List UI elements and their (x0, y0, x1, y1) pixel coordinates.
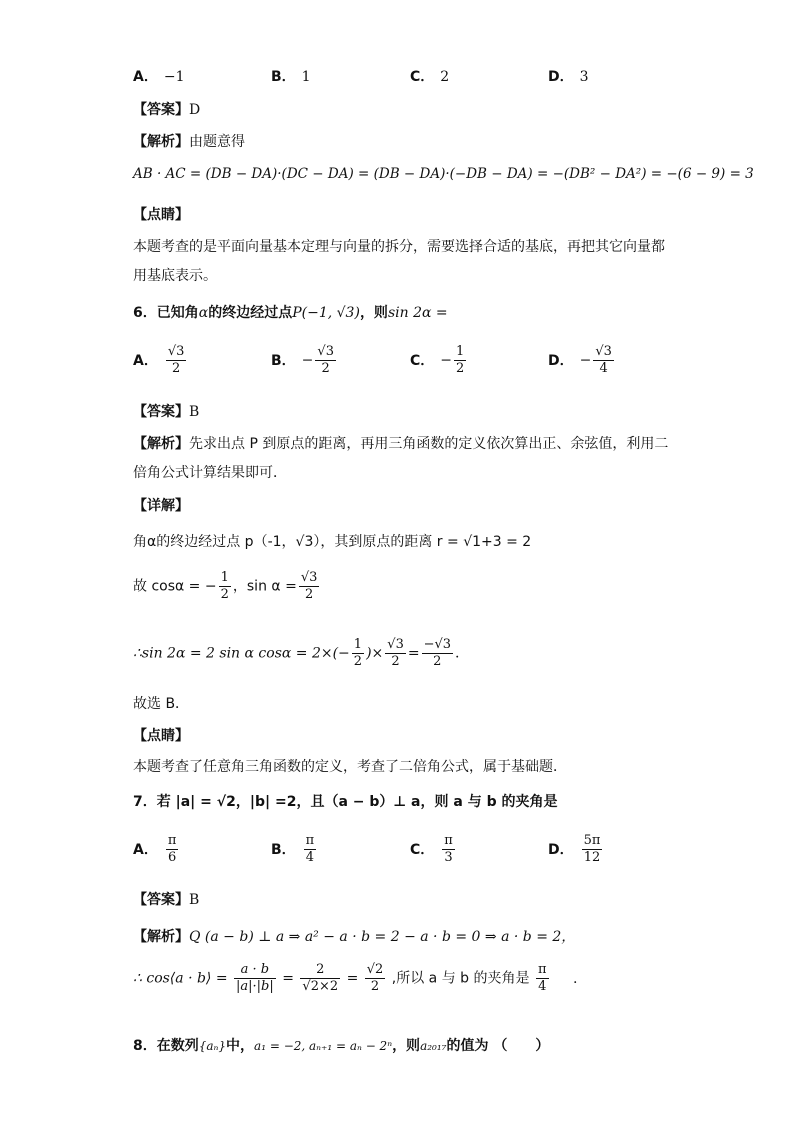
q7-option-c: C． $\frac{\pi}{3}$ (410, 833, 453, 865)
q6-option-b: B． − $\frac{√3}{2}$ (271, 344, 334, 376)
q6-detail-line2: 故 cosα = − $\frac{1}{2}$ ，sin α = $\frac{√3}{2}$ (133, 570, 318, 602)
q6-detail-label: 【详解】 (133, 498, 189, 514)
q5-comment-line2: 用基底表示。 (133, 268, 217, 284)
q5-option-c: C． 2 (410, 69, 450, 85)
q8-stem: 8．在数列{aₙ}中，a₁ = −2, aₙ₊₁ = aₙ − 2ⁿ，则a₂₀₁₇的值为 （ ） (133, 1038, 550, 1054)
q6-detail-line3: ∴sin 2α = 2 sin α cosα = 2×(− $\frac{1}{2}$ )× $\frac{√3}{2}$ = $\frac{-√3}{2}$ . (133, 637, 460, 669)
q7-stem: 7．若 |a| = √2，|b| =2，且（a − b）⊥ a，则 a 与 b 的夹角是 (133, 794, 558, 810)
q7-option-d: D． $\frac{5\pi}{12}$ (548, 833, 601, 865)
q7-option-b: B． $\frac{\pi}{4}$ (271, 833, 315, 865)
q5-option-d: D． 3 (548, 69, 589, 85)
q6-option-a: A． $\frac{√3}{2}$ (133, 344, 185, 376)
q5-comment-label: 【点睛】 (133, 207, 189, 223)
q6-comment: 本题考查了任意角三角函数的定义，考查了二倍角公式，属于基础题． (133, 759, 567, 775)
q7-option-a: A． $\frac{\pi}{6}$ (133, 833, 177, 865)
q5-option-b: B． 1 (271, 69, 311, 85)
q6-answer: 【答案】B (133, 404, 200, 420)
q6-detail-line1: 角α的终边经过点 p（-1，√3），其到原点的距离 r = √1+3 = 2 (133, 534, 532, 550)
q6-analysis-line1: 【解析】先求出点 P 到原点的距离，再用三角函数的定义依次算出正、余弦值，利用二 (133, 436, 669, 452)
q6-option-c: C． − $\frac{1}{2}$ (410, 344, 465, 376)
q6-stem: 6．已知角α的终边经过点P(−1, √3)，则sin 2α = (133, 305, 448, 321)
q5-formula: AB · AC = (DB − DA)·(DC − DA) = (DB − DA)·(−DB − DA) = −(DB² − DA²) = −(6 − 9) = 3 (133, 166, 754, 182)
q6-conclusion: 故选 B． (133, 696, 190, 712)
q7-analysis-line2: ∴ cos⟨a · b⟩ = $\frac{a \cdot b}{|a|\cdot|b|}$ = $\frac{2}{√2\times 2}$ = $\frac{√2}{2}$ ,所以 a 与 b 的夹角是 $\frac{\pi}{4}$ . (133, 962, 578, 994)
q7-analysis-line1: 【解析】Q (a − b) ⊥ a ⇒ a² − a · b = 2 − a · b = 0 ⇒ a · b = 2， (133, 929, 576, 945)
q5-analysis: 【解析】由题意得 (133, 134, 245, 150)
q5-answer: 【答案】D (133, 102, 201, 118)
q5-option-a: A． −1 (133, 69, 185, 85)
q7-answer: 【答案】B (133, 892, 200, 908)
q6-analysis-line2: 倍角公式计算结果即可． (133, 465, 287, 481)
q6-comment-label: 【点睛】 (133, 728, 189, 744)
q6-option-d: D． − $\frac{√3}{4}$ (548, 344, 612, 376)
q5-comment-line1: 本题考查的是平面向量基本定理与向量的拆分，需要选择合适的基底，再把其它向量都 (133, 239, 665, 255)
